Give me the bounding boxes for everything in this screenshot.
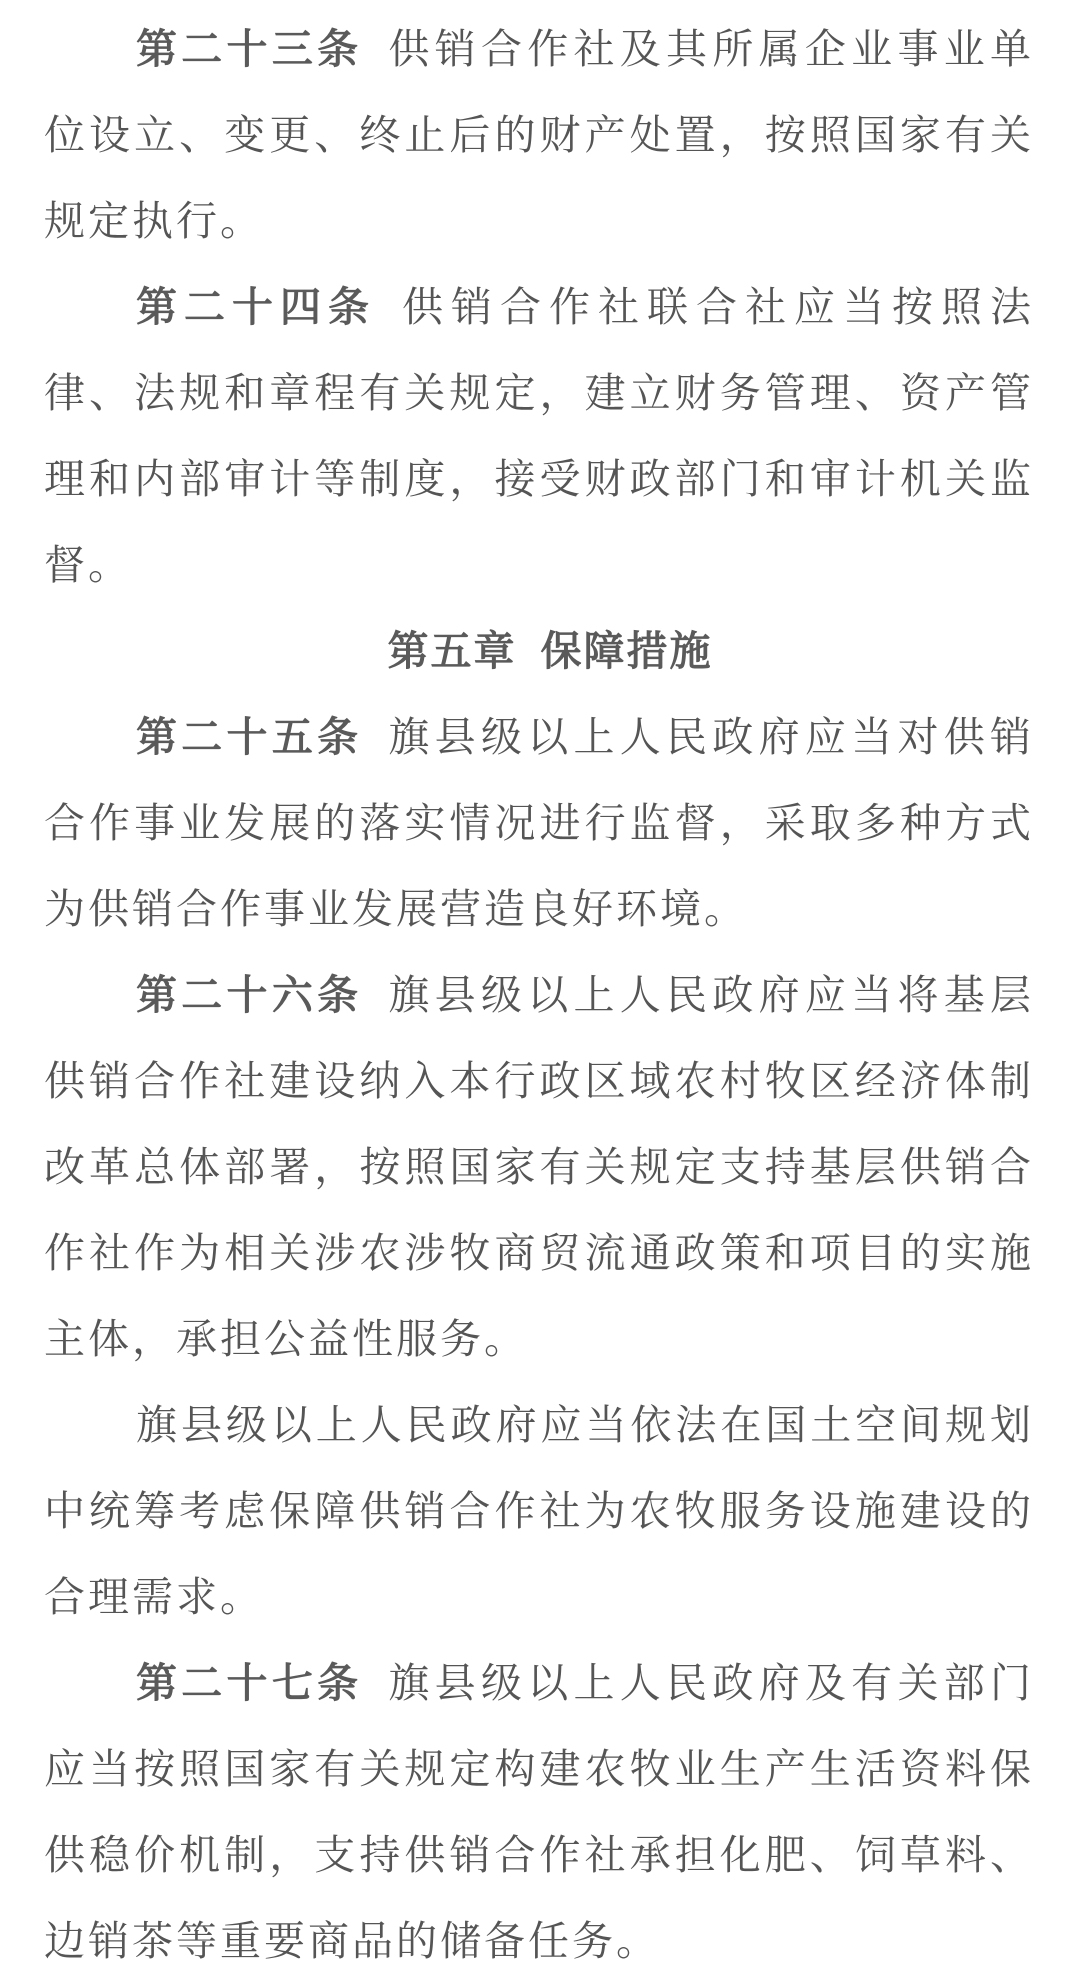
article-text: 供销合作社联合社应当按照法律、法规和章程有关规定，建立财务管理、资产管理和内部审计等制度，接受财政部门和审计机关监督。: [44, 283, 1034, 589]
article-number: 第二十七条: [136, 1659, 363, 1707]
article-text: 旗县级以上人民政府及有关部门应当按照国家有关规定构建农牧业生产生活资料保供稳价机制，支持供销合作社承担化肥、饲草料、边销茶等重要商品的储备任务。: [44, 1659, 1035, 1965]
chapter-heading: [44, 608, 1034, 694]
article-24: [44, 264, 1034, 608]
article-text: 旗县级以上人民政府应当依法在国土空间规划中统筹考虑保障供销合作社为农牧服务设施建设的合理需求。: [44, 1401, 1034, 1621]
chapter-title: 保障措施: [540, 627, 713, 675]
article-27: [44, 1640, 1034, 1984]
article-23: [44, 6, 1034, 264]
article-text: 旗县级以上人民政府应当将基层供销合作社建设纳入本行政区域农村牧区经济体制改革总体部署，按照国家有关规定支持基层供销合作社作为相关涉农涉牧商贸流通政策和项目的实施主体，承担公益性服务。: [44, 971, 1035, 1363]
article-number: 第二十五条: [136, 713, 363, 761]
article-25: [44, 694, 1034, 952]
article-26: [44, 952, 1034, 1382]
chapter-number: 第五章: [387, 627, 517, 675]
article-number: 第二十四条: [136, 283, 376, 331]
article-text: 供销合作社及其所属企业事业单位设立、变更、终止后的财产处置，按照国家有关规定执行。: [44, 25, 1035, 245]
article-26-clause-2: [44, 1382, 1034, 1640]
article-text: 旗县级以上人民政府应当对供销合作事业发展的落实情况进行监督，采取多种方式为供销合作事业发展营造良好环境。: [44, 713, 1035, 933]
article-number: 第二十六条: [136, 971, 363, 1019]
article-number: 第二十三条: [136, 25, 363, 73]
